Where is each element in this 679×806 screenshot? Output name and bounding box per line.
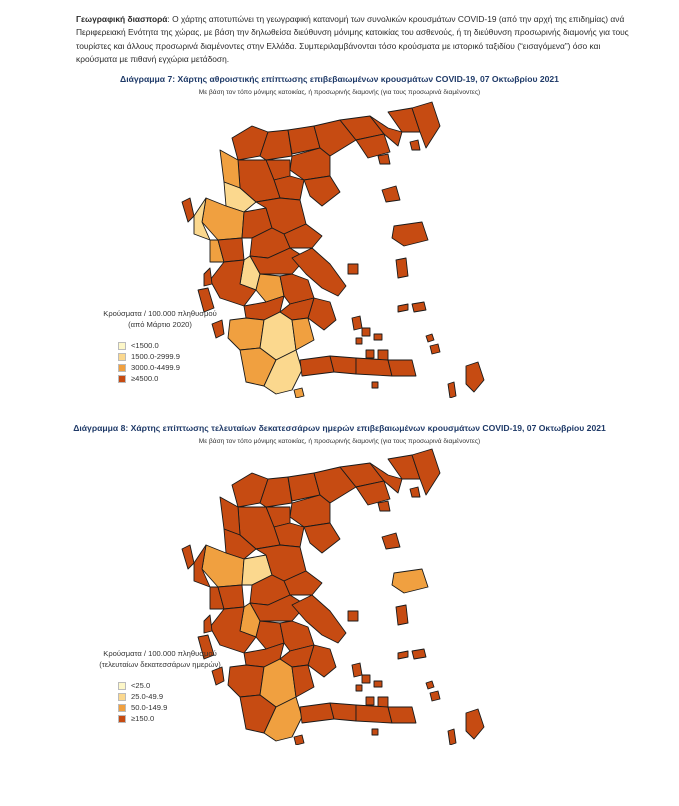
region-argolida: [292, 665, 314, 697]
intro-paragraph: [76, 13, 636, 67]
region-chalkidiki: [304, 523, 340, 553]
intro-bold-label: Γεωγραφική διασπορά: [76, 14, 168, 24]
legend-label: <1500.0: [131, 341, 159, 350]
region-samothraki: [410, 487, 420, 497]
legend-swatch: [118, 375, 126, 383]
region-samos: [412, 302, 426, 312]
map-8-legend: [80, 648, 240, 724]
region-lesvos: [392, 569, 428, 593]
region-irakleio: [356, 705, 392, 723]
region-tinos: [362, 328, 370, 336]
region-irakleio: [356, 358, 392, 376]
region-chania: [300, 703, 334, 723]
legend-label: 1500.0-2999.9: [131, 352, 180, 361]
region-skyros: [348, 264, 358, 274]
region-samos: [412, 649, 426, 659]
region-paros: [366, 697, 374, 705]
region-corfu: [182, 198, 194, 222]
region-kalymnos: [426, 681, 434, 689]
region-mykonos: [374, 681, 382, 687]
map-7-legend-title: Κρούσματα / 100.000 πληθυσμού: [103, 309, 217, 318]
region-lesvos: [392, 222, 428, 246]
legend-label: 25.0-49.9: [131, 692, 164, 701]
region-syros: [356, 338, 362, 344]
legend-item: [118, 680, 240, 691]
region-andros: [352, 663, 362, 677]
legend-item: [118, 362, 240, 373]
legend-swatch: [118, 353, 126, 361]
region-chios: [396, 605, 408, 625]
region-ikaria: [398, 651, 408, 659]
region-kythira: [294, 388, 304, 398]
legend-item: [118, 373, 240, 384]
region-chalkidiki: [304, 176, 340, 206]
region-lasithi: [388, 707, 416, 723]
region-chios: [396, 258, 408, 278]
region-paros: [366, 350, 374, 358]
legend-item: [118, 340, 240, 351]
legend-swatch: [118, 342, 126, 350]
legend-item: [118, 713, 240, 724]
region-kos: [430, 691, 440, 701]
map-8-legend-subtitle: (τελευταίων δεκατεσσάρων ημερών): [99, 660, 221, 669]
map-7-title: Διάγραμμα 7: Χάρτης αθροιστικής επίπτωσης επιβεβαιωμένων κρουσμάτων COVID-19, 07 Οκτωβρίου 2021: [120, 74, 559, 84]
region-ikaria: [398, 304, 408, 312]
legend-item: [118, 691, 240, 702]
map-8-legend-title: Κρούσματα / 100.000 πληθυσμού: [103, 649, 217, 658]
region-chania: [300, 356, 334, 376]
map-8-subtitle: Με βάση τον τόπο μόνιμης κατοικίας, ή προσωρινής διαμονής (για τους προσωρινά διαμένοντες): [198, 438, 481, 445]
legend-swatch: [118, 715, 126, 723]
legend-swatch: [118, 693, 126, 701]
legend-swatch: [118, 682, 126, 690]
legend-swatch: [118, 704, 126, 712]
map-7-legend-subtitle: (από Μάρτιο 2020): [128, 320, 192, 329]
region-kythira: [294, 735, 304, 745]
legend-label: <25.0: [131, 681, 151, 690]
region-karpathos: [448, 382, 456, 398]
legend-label: 50.0-149.9: [131, 703, 168, 712]
legend-item: [118, 351, 240, 362]
legend-label: ≥150.0: [131, 714, 155, 723]
map-7-subtitle: Με βάση τον τόπο μόνιμης κατοικίας, ή προσωρινής διαμονής (για τους προσωρινά διαμένοντες): [198, 89, 481, 96]
legend-label: 3000.0-4499.9: [131, 363, 180, 372]
region-samothraki: [410, 140, 420, 150]
region-andros: [352, 316, 362, 330]
map-7-legend: [80, 308, 240, 384]
region-thasos: [378, 501, 390, 511]
region-lefkada: [204, 268, 212, 286]
region-lefkada: [204, 615, 212, 633]
region-rethymno: [330, 703, 356, 721]
region-rodos: [466, 362, 484, 392]
region-corfu: [182, 545, 194, 569]
region-santorini: [372, 382, 378, 388]
legend-label: ≥4500.0: [131, 374, 159, 383]
region-thasos: [378, 154, 390, 164]
region-lemnos: [382, 533, 400, 549]
region-karpathos: [448, 729, 456, 745]
region-rethymno: [330, 356, 356, 374]
legend-swatch: [118, 364, 126, 372]
region-lasithi: [388, 360, 416, 376]
region-rodos: [466, 709, 484, 739]
region-lemnos: [382, 186, 400, 202]
legend-item: [118, 702, 240, 713]
region-argolida: [292, 318, 314, 350]
region-syros: [356, 685, 362, 691]
region-skyros: [348, 611, 358, 621]
intro-text: : Ο χάρτης αποτυπώνει τη γεωγραφική κατανομή των συνολικών κρουσμάτων COVID-19 (από την αρχή της επιδημίας) ανά Περιφερειακή Ενότητα της χώρας, με βάση την δηλωθείσα διεύθυνση μόνιμης κατοικίας του ασθενούς, ή τη διεύθυνση προσωρινής διαμονής για τους τουρίστες και άλλους προσωρινά διαμένοντες στην Ελλάδα. Συμπεριλαμβάνονται τόσο κρούσματα με ιστορικό ταξιδίου (“εισαγόμενα”) όσο και κρούσματα με πιθανή εγχώρια μετάδοση.: [76, 14, 629, 65]
region-santorini: [372, 729, 378, 735]
map-8-title: Διάγραμμα 8: Χάρτης επίπτωσης τελευταίων δεκατεσσάρων ημερών επιβεβαιωμένων κρουσμάτων COVID-19, 07 Οκτωβρίου 2021: [73, 423, 606, 433]
region-mykonos: [374, 334, 382, 340]
region-kos: [430, 344, 440, 354]
region-tinos: [362, 675, 370, 683]
region-kalymnos: [426, 334, 434, 342]
